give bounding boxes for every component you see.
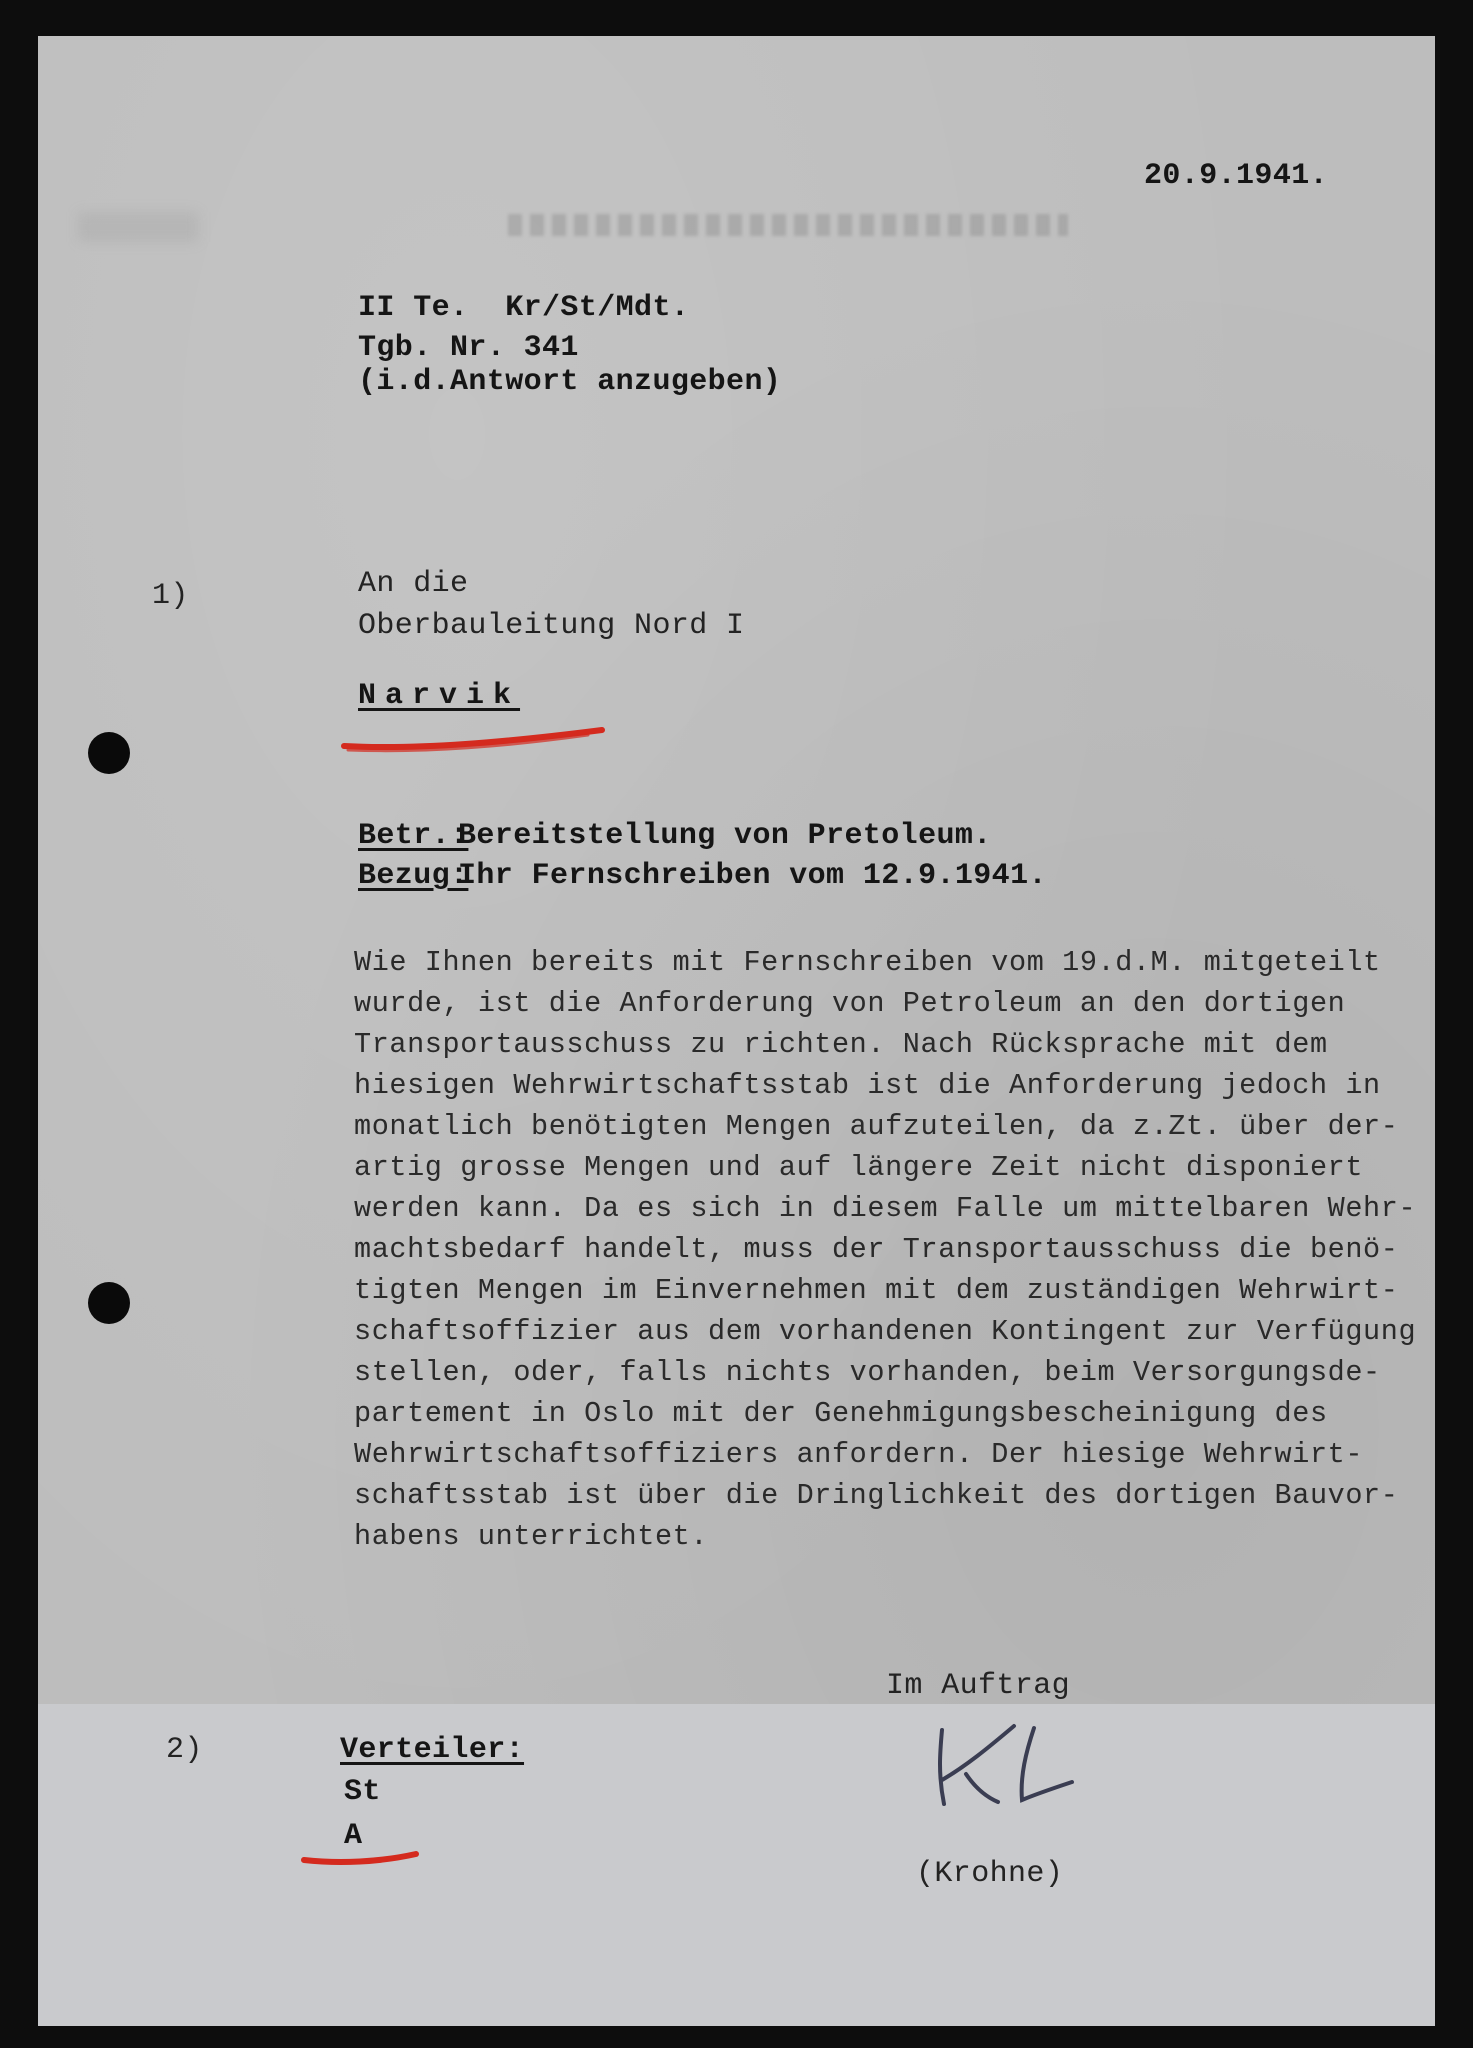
letter-date: 20.9.1941. [1144, 159, 1329, 193]
body-line: Wehrwirtschaftsoffiziers anfordern. Der hiesige Wehrwirt- [354, 1438, 1364, 1471]
reference-line-1: II Te. Kr/St/Mdt. [358, 291, 690, 325]
body-line: artig grosse Mengen und auf längere Zeit nicht disponiert [354, 1151, 1364, 1184]
red-pencil-underline-city [338, 720, 608, 760]
body-line: schaftsoffizier aus dem vorhandenen Kontingent zur Verfügung [354, 1315, 1417, 1348]
document-page [38, 36, 1435, 2026]
regarding-text: Ihr Fernschreiben vom 12.9.1941. [458, 859, 1047, 893]
faint-smudge [78, 212, 198, 242]
recipient-line-2: Oberbauleitung Nord I [358, 609, 745, 643]
reference-line-2: Tgb. Nr. 341 [358, 331, 579, 365]
paper-lower-band [38, 1704, 1435, 2026]
reference-line-3: (i.d.Antwort anzugeben) [358, 365, 782, 399]
punch-hole-top [88, 732, 130, 774]
faint-letterhead-bleed [508, 214, 1068, 236]
body-line: monatlich benötigten Mengen aufzuteilen, da z.Zt. über der- [354, 1110, 1399, 1143]
recipient-city: Narvik [358, 679, 521, 713]
distribution-entry: A [344, 1819, 363, 1853]
recipient-line-1: An die [358, 567, 469, 601]
handwritten-initials-signature [926, 1708, 1096, 1818]
distribution-label: Verteiler: [340, 1733, 525, 1767]
subject-label: Betr.: [358, 819, 469, 853]
body-line: wurde, ist die Anforderung von Petroleum an den dortigen [354, 987, 1346, 1020]
body-line: habens unterrichtet. [354, 1520, 709, 1553]
red-pencil-underline-distribution [300, 1842, 420, 1872]
body-line: hiesigen Wehrwirtschaftsstab ist die Anforderung jedoch in [354, 1069, 1381, 1102]
body-line: schaftsstab ist über die Dringlichkeit des dortigen Bauvor- [354, 1479, 1399, 1512]
closing-im-auftrag: Im Auftrag [886, 1669, 1071, 1703]
subject-text: Bereitstellung von Pretoleum. [458, 819, 992, 853]
body-line: Wie Ihnen bereits mit Fernschreiben vom 19.d.M. mitgeteilt [354, 946, 1381, 979]
body-line: partement in Oslo mit der Genehmigungsbescheinigung des [354, 1397, 1328, 1430]
item-number-1: 1) [152, 579, 189, 613]
body-line: machtsbedarf handelt, muss der Transportausschuss die benö- [354, 1233, 1399, 1266]
body-line: tigten Mengen im Einvernehmen mit dem zuständigen Wehrwirt- [354, 1274, 1399, 1307]
signature-name: (Krohne) [916, 1857, 1064, 1891]
item-number-2: 2) [166, 1733, 203, 1767]
punch-hole-bottom [88, 1282, 130, 1324]
regarding-label: Bezug: [358, 859, 469, 893]
distribution-entry: St [344, 1775, 381, 1809]
body-line: Transportausschuss zu richten. Nach Rücksprache mit dem [354, 1028, 1328, 1061]
body-line: werden kann. Da es sich in diesem Falle um mittelbaren Wehr- [354, 1192, 1417, 1225]
body-line: stellen, oder, falls nichts vorhanden, beim Versorgungsde- [354, 1356, 1381, 1389]
